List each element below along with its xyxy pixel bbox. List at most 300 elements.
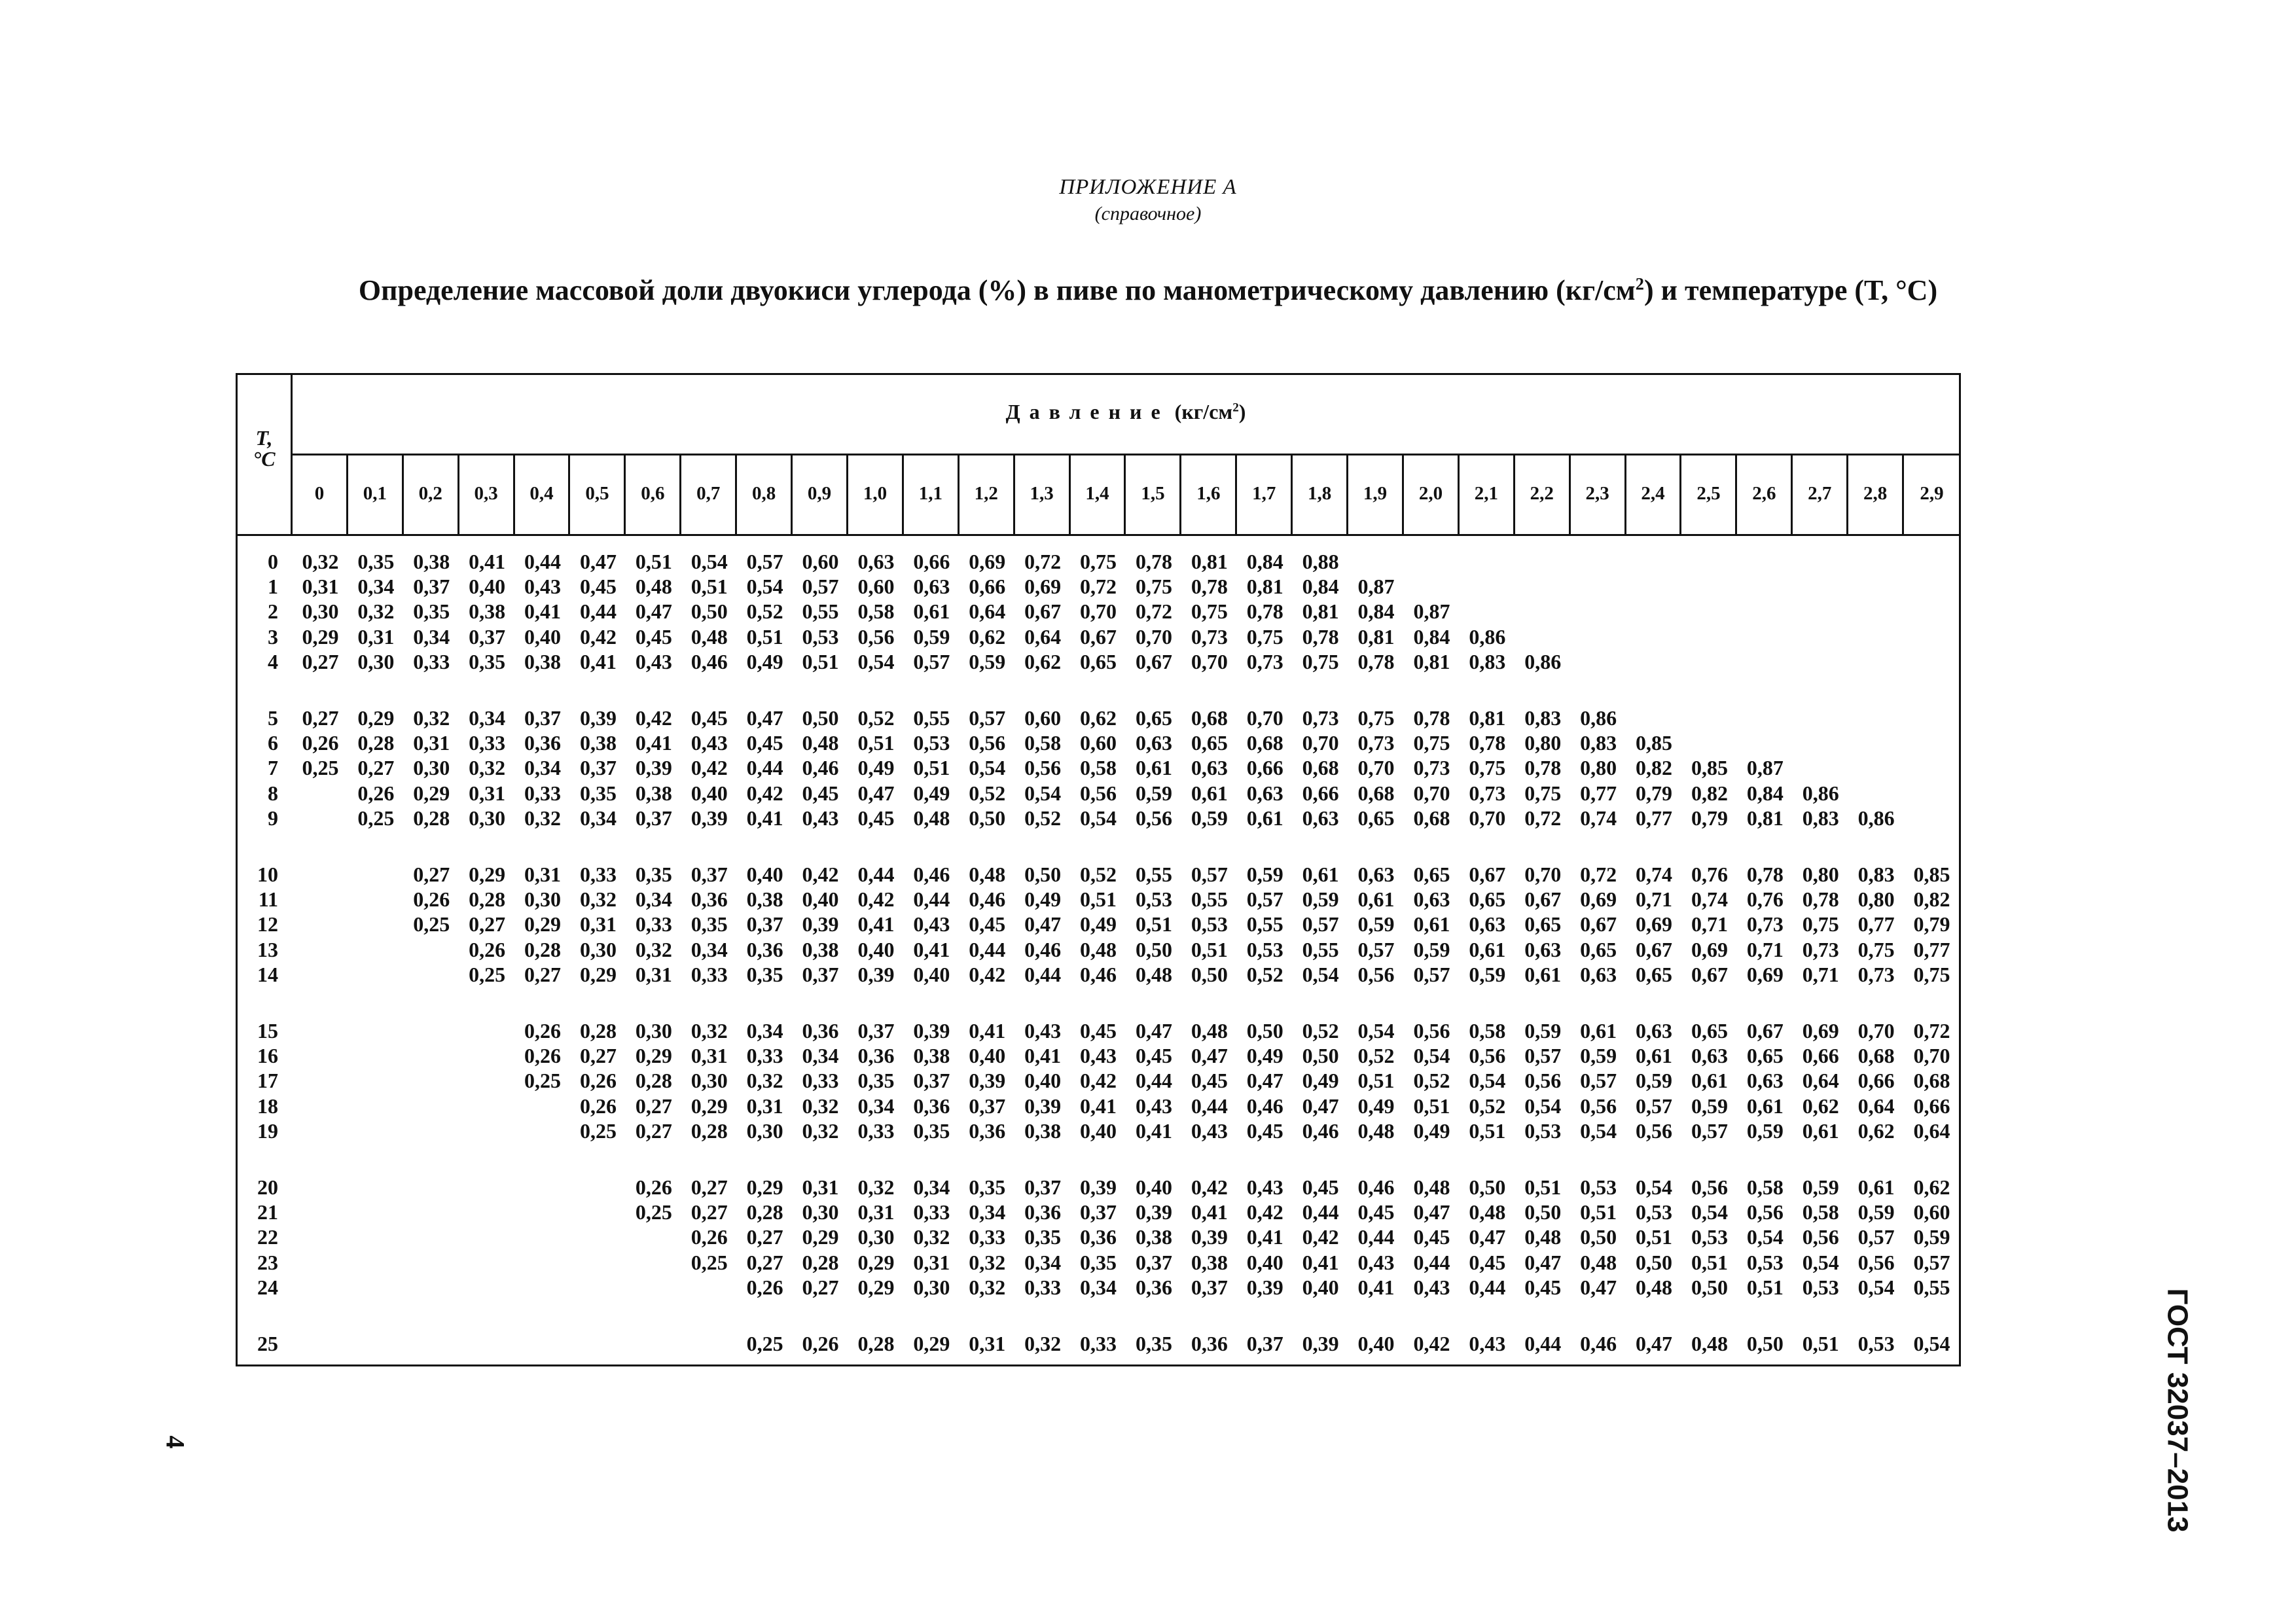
table-cell: 0,39 [1246,1275,1283,1299]
table-cell: 0,43 [1246,1175,1283,1199]
table-cell: 0,40 [1246,1250,1283,1274]
table-cell: 0,45 [969,912,1006,936]
table-cell: 0,54 [1857,1275,1895,1299]
table-cell: 0,44 [1191,1094,1228,1118]
table-cell: 0,45 [1191,1069,1228,1093]
table-cell: 0,30 [469,806,506,830]
table-cell: 0,59 [1191,806,1228,830]
table-cell: 0,45 [857,806,895,830]
table-cell: 0,77 [1636,806,1673,830]
table-cell: 0,61 [1413,912,1450,936]
table-cell: 0,29 [857,1250,895,1274]
table-cell: 0,43 [635,649,672,673]
table-cell: 0,34 [969,1200,1006,1224]
table-cell: 0,66 [1802,1044,1839,1068]
table-cell: 0,59 [913,624,950,649]
table-cell: 0,63 [1413,887,1450,912]
table-cell: 0,50 [969,806,1006,830]
table-cell: 0,49 [1357,1094,1395,1118]
table-cell: 0,47 [1246,1069,1283,1093]
table-cell: 0,69 [1024,575,1062,599]
table-cell: 0,50 [1246,1019,1283,1043]
row-temperature: 2 [268,599,278,624]
table-cell: 0,26 [691,1225,728,1249]
table-cell: 0,46 [913,863,950,886]
table-cell: 0,80 [1580,756,1617,780]
table-cell: 0,30 [802,1200,839,1224]
table-cell: 0,35 [357,550,395,573]
row-temperature: 11 [258,887,278,912]
table-cell: 0,27 [802,1275,839,1299]
table-cell: 0,30 [302,599,339,624]
table-cell: 0,87 [1357,575,1395,599]
table-cell: 0,59 [1802,1175,1839,1199]
table-cell: 0,51 [635,550,672,573]
table-cell: 0,45 [1524,1275,1562,1299]
table-cell: 0,59 [1857,1200,1895,1224]
table-cell: 0,72 [1135,599,1172,624]
table-cell: 0,79 [1913,912,1950,936]
table-cell: 0,27 [302,649,339,673]
table-cell: 0,39 [969,1069,1006,1093]
table-cell: 0,28 [802,1250,839,1274]
table-cell: 0,47 [1524,1250,1562,1274]
table-cell: 0,51 [1746,1275,1784,1299]
table-cell: 0,63 [913,575,950,599]
table-cell: 0,29 [357,706,395,730]
table-cell: 0,30 [413,756,450,780]
table-cell: 0,40 [1080,1118,1117,1143]
table-cell: 0,55 [913,706,950,730]
table-cell: 0,68 [1413,806,1450,830]
table-cell: 0,51 [1135,912,1172,936]
table-cell: 0,45 [1135,1044,1172,1068]
table-cell: 0,85 [1636,731,1673,755]
table-cell: 0,76 [1691,863,1728,886]
table-cell: 0,52 [969,781,1006,805]
table-cell: 0,28 [413,806,450,830]
table-cell: 0,59 [1746,1118,1784,1143]
table-cell: 0,43 [1135,1094,1172,1118]
table-cell: 0,28 [469,887,506,912]
row-temperature: 21 [257,1200,278,1224]
table-cell: 0,35 [1024,1225,1062,1249]
table-cell: 0,27 [302,706,339,730]
table-cell: 0,46 [1580,1332,1617,1355]
table-cell: 0,35 [746,962,783,986]
table-cell: 0,82 [1913,887,1950,912]
table-cell: 0,37 [635,806,672,830]
table-cell: 0,63 [1636,1019,1673,1043]
table-cell: 0,62 [1802,1094,1839,1118]
column-header: 0,3 [459,454,515,534]
table-cell: 0,62 [1913,1175,1950,1199]
table-cell: 0,32 [746,1069,783,1093]
table-cell: 0,63 [1246,781,1283,805]
table-cell: 0,46 [1080,962,1117,986]
table-cell: 0,34 [857,1094,895,1118]
table-cell: 0,29 [524,912,562,936]
table-cell: 0,54 [1024,781,1062,805]
table-cell: 0,54 [1524,1094,1562,1118]
table-cell: 0,35 [913,1118,950,1143]
table-cell: 0,33 [802,1069,839,1093]
table-cell: 0,56 [969,731,1006,755]
table-cell: 0,65 [1636,962,1673,986]
table-cell: 0,29 [635,1044,672,1068]
table-cell: 0,84 [1746,781,1784,805]
table-cell: 0,79 [1636,781,1673,805]
table-cell: 0,71 [1802,962,1839,986]
table-cell: 0,53 [1580,1175,1617,1199]
table-cell: 0,36 [524,731,562,755]
table-cell: 0,56 [1636,1118,1673,1143]
table-cell: 0,73 [1302,706,1339,730]
table-cell: 0,84 [1302,575,1339,599]
table-cell: 0,73 [1802,937,1839,961]
table-cell: 0,64 [1024,624,1062,649]
table-cell: 0,26 [302,731,339,755]
table-cell: 0,47 [1469,1225,1506,1249]
table-cell: 0,41 [579,649,617,673]
table-cell: 0,55 [1191,887,1228,912]
table-cell: 0,52 [1469,1094,1506,1118]
table-cell: 0,51 [746,624,783,649]
annex-title: ПРИЛОЖЕНИЕ А [1059,175,1237,199]
table-cell: 0,31 [357,624,395,649]
row-temperature: 18 [257,1094,278,1118]
table-cell: 0,48 [1080,937,1117,961]
table-cell: 0,38 [1191,1250,1228,1274]
table-cell: 0,66 [1857,1069,1895,1093]
table-cell: 0,72 [1524,806,1562,830]
table-cell: 0,44 [579,599,617,624]
table-cell: 0,71 [1636,887,1673,912]
table-cell: 0,28 [524,937,562,961]
table-cell: 0,44 [524,550,562,573]
row-temperature: 20 [257,1175,278,1199]
table-cell: 0,63 [1524,937,1562,961]
table-cell: 0,25 [635,1200,672,1224]
table-cell: 0,68 [1857,1044,1895,1068]
column-header: 0,5 [571,454,626,534]
table-cell: 0,42 [635,706,672,730]
table-cell: 0,57 [1691,1118,1728,1143]
table-cell: 0,27 [413,863,450,886]
table-cell: 0,26 [802,1332,839,1355]
table-cell: 0,81 [1191,550,1228,573]
table-cell: 0,38 [524,649,562,673]
table-cell: 0,67 [1135,649,1172,673]
table-cell: 0,78 [1413,706,1450,730]
table-cell: 0,44 [1024,962,1062,986]
column-header: 2,5 [1682,454,1738,534]
table-cell: 0,26 [635,1175,672,1199]
table-cell: 0,25 [302,756,339,780]
table-cell: 0,59 [1413,937,1450,961]
table-cell: 0,63 [1135,731,1172,755]
table-cell: 0,48 [1524,1225,1562,1249]
table-cell: 0,42 [1191,1175,1228,1199]
table-cell: 0,57 [1302,912,1339,936]
table-cell: 0,72 [1580,863,1617,886]
table-cell: 0,80 [1857,887,1895,912]
table-cell: 0,65 [1413,863,1450,886]
table-cell: 0,42 [969,962,1006,986]
table-cell: 0,61 [1246,806,1283,830]
table-cell: 0,44 [1469,1275,1506,1299]
table-cell: 0,35 [469,649,506,673]
table-cell: 0,37 [1246,1332,1283,1355]
row-temperature: 14 [257,962,278,986]
table-cell: 0,67 [1080,624,1117,649]
table-cell: 0,48 [1636,1275,1673,1299]
table-cell: 0,63 [1469,912,1506,936]
table-cell: 0,44 [1302,1200,1339,1224]
table-cell: 0,51 [691,575,728,599]
column-header: 1,3 [1015,454,1071,534]
table-cell: 0,73 [1191,624,1228,649]
table-cell: 0,60 [802,550,839,573]
table-cell: 0,26 [469,937,506,961]
table-cell: 0,44 [969,937,1006,961]
table-cell: 0,36 [1135,1275,1172,1299]
table-cell: 0,83 [1802,806,1839,830]
table-cell: 0,81 [1357,624,1395,649]
table-cell: 0,31 [524,863,562,886]
table-cell: 0,77 [1913,937,1950,961]
table-cell: 0,33 [1080,1332,1117,1355]
table-cell: 0,40 [857,937,895,961]
table-cell: 0,67 [1746,1019,1784,1043]
table-cell: 0,51 [1413,1094,1450,1118]
table-cell: 0,38 [413,550,450,573]
page-number: 4 [160,1435,190,1449]
title-tail-text: ) и температуре (T, °C) [1643,274,1938,306]
table-cell: 0,31 [302,575,339,599]
table-cell: 0,29 [413,781,450,805]
table-cell: 0,29 [802,1225,839,1249]
table-cell: 0,70 [1413,781,1450,805]
table-cell: 0,28 [691,1118,728,1143]
table-cell: 0,30 [691,1069,728,1093]
table-cell: 0,61 [1802,1118,1839,1143]
column-header: 0,4 [515,454,571,534]
table-cell: 0,39 [857,962,895,986]
table-cell: 0,75 [1302,649,1339,673]
table-cell: 0,59 [1580,1044,1617,1068]
table-cell: 0,61 [1357,887,1395,912]
table-cell: 0,38 [746,887,783,912]
table-cell: 0,54 [1357,1019,1395,1043]
column-header: 1,4 [1071,454,1126,534]
row-temperature: 0 [268,550,278,573]
table-cell: 0,25 [357,806,395,830]
table-cell: 0,71 [1691,912,1728,936]
table-cell: 0,65 [1080,649,1117,673]
table-cell: 0,31 [802,1175,839,1199]
table-cell: 0,29 [913,1332,950,1355]
table-cell: 0,52 [1080,863,1117,886]
table-cell: 0,41 [1135,1118,1172,1143]
table-cell: 0,49 [913,781,950,805]
column-header: 2,6 [1737,454,1793,534]
table-cell: 0,33 [579,863,617,886]
table-cell: 0,70 [1191,649,1228,673]
table-cell: 0,81 [1413,649,1450,673]
table-cell: 0,25 [691,1250,728,1274]
table-cell: 0,65 [1469,887,1506,912]
table-cell: 0,60 [1024,706,1062,730]
table-cell: 0,53 [1135,887,1172,912]
table-cell: 0,52 [1302,1019,1339,1043]
table-cell: 0,53 [913,731,950,755]
table-cell: 0,32 [579,887,617,912]
table-cell: 0,61 [1636,1044,1673,1068]
table-cell: 0,42 [746,781,783,805]
table-cell: 0,87 [1746,756,1784,780]
table-cell: 0,87 [1413,599,1450,624]
table-cell: 0,51 [1357,1069,1395,1093]
table-cell: 0,39 [579,706,617,730]
table-cell: 0,43 [1080,1044,1117,1068]
table-cell: 0,75 [1135,575,1172,599]
table-cell: 0,53 [1636,1200,1673,1224]
table-cell: 0,84 [1413,624,1450,649]
table-cell: 0,54 [1746,1225,1784,1249]
table-cell: 0,32 [969,1250,1006,1274]
table-cell: 0,34 [1080,1275,1117,1299]
table-cell: 0,69 [969,550,1006,573]
table-cell: 0,41 [1080,1094,1117,1118]
table-cell: 0,69 [1802,1019,1839,1043]
table-cell: 0,49 [1302,1069,1339,1093]
table-cell: 0,40 [1024,1069,1062,1093]
table-cell: 0,59 [1357,912,1395,936]
table-cell: 0,70 [1302,731,1339,755]
column-header: 2,8 [1848,454,1904,534]
table-cell: 0,41 [469,550,506,573]
table-cell: 0,29 [579,962,617,986]
table-cell: 0,50 [1135,937,1172,961]
table-cell: 0,39 [802,912,839,936]
table-cell: 0,38 [469,599,506,624]
table-cell: 0,73 [1469,781,1506,805]
table-cell: 0,48 [802,731,839,755]
table-cell: 0,70 [1469,806,1506,830]
table-cell: 0,34 [357,575,395,599]
table-cell: 0,29 [857,1275,895,1299]
table-cell: 0,34 [913,1175,950,1199]
table-cell: 0,56 [1469,1044,1506,1068]
table-cell: 0,70 [1857,1019,1895,1043]
table-cell: 0,43 [802,806,839,830]
table-cell: 0,57 [1413,962,1450,986]
table-cell: 0,27 [691,1175,728,1199]
table-cell: 0,59 [1636,1069,1673,1093]
table-cell: 0,58 [1024,731,1062,755]
table-cell: 0,42 [857,887,895,912]
table-cell: 0,54 [1913,1332,1950,1355]
table-cell: 0,41 [746,806,783,830]
table-cell: 0,30 [357,649,395,673]
table-cell: 0,47 [1302,1094,1339,1118]
table-cell: 0,36 [802,1019,839,1043]
table-cell: 0,65 [1580,937,1617,961]
column-header: 1,7 [1237,454,1293,534]
table-cell: 0,75 [1191,599,1228,624]
table-cell: 0,86 [1469,624,1506,649]
table-cell: 0,32 [691,1019,728,1043]
table-cell: 0,32 [857,1175,895,1199]
table-cell: 0,54 [1802,1250,1839,1274]
table-cell: 0,47 [1580,1275,1617,1299]
table-cell: 0,51 [1691,1250,1728,1274]
table-cell: 0,77 [1857,912,1895,936]
table-cell: 0,53 [1191,912,1228,936]
table-cell: 0,54 [746,575,783,599]
table-cell: 0,36 [1080,1225,1117,1249]
column-header: 1,8 [1293,454,1348,534]
table-cell: 0,33 [913,1200,950,1224]
table-cell: 0,48 [1580,1250,1617,1274]
table-cell: 0,54 [857,649,895,673]
table-cell: 0,50 [691,599,728,624]
table-cell: 0,68 [1913,1069,1950,1093]
table-cell: 0,43 [1413,1275,1450,1299]
table-cell: 0,34 [413,624,450,649]
table-cell: 0,74 [1691,887,1728,912]
table-cell: 0,29 [302,624,339,649]
table-cell: 0,44 [1135,1069,1172,1093]
table-cell: 0,55 [1135,863,1172,886]
table-cell: 0,67 [1524,887,1562,912]
table-cell: 0,28 [579,1019,617,1043]
table-cell: 0,75 [1857,937,1895,961]
table-cell: 0,41 [1357,1275,1395,1299]
table-cell: 0,59 [1246,863,1283,886]
column-header-row [293,454,1959,536]
table-cell: 0,64 [1802,1069,1839,1093]
table-cell: 0,46 [1024,937,1062,961]
row-temperature: 7 [268,756,278,780]
table-cell: 0,57 [1246,887,1283,912]
table-cell: 0,37 [691,863,728,886]
table-cell: 0,57 [913,649,950,673]
table-cell: 0,50 [1302,1044,1339,1068]
column-header: 1,2 [960,454,1015,534]
table-cell: 0,40 [969,1044,1006,1068]
table-cell: 0,25 [524,1069,562,1093]
table-cell: 0,40 [746,863,783,886]
annex-subtitle: (справочное) [1094,203,1202,224]
table-cell: 0,46 [1302,1118,1339,1143]
table-cell: 0,29 [691,1094,728,1118]
table-cell: 0,34 [635,887,672,912]
table-cell: 0,61 [1135,756,1172,780]
table-cell: 0,65 [1357,806,1395,830]
table-cell: 0,29 [746,1175,783,1199]
row-temperature: 24 [257,1275,278,1299]
table-cell: 0,73 [1357,731,1395,755]
table-cell: 0,37 [969,1094,1006,1118]
table-cell: 0,41 [1246,1225,1283,1249]
table-cell: 0,32 [802,1118,839,1143]
table-cell: 0,59 [1913,1225,1950,1249]
column-header: 0,7 [681,454,737,534]
table-cell: 0,70 [1246,706,1283,730]
table-cell: 0,67 [1580,912,1617,936]
